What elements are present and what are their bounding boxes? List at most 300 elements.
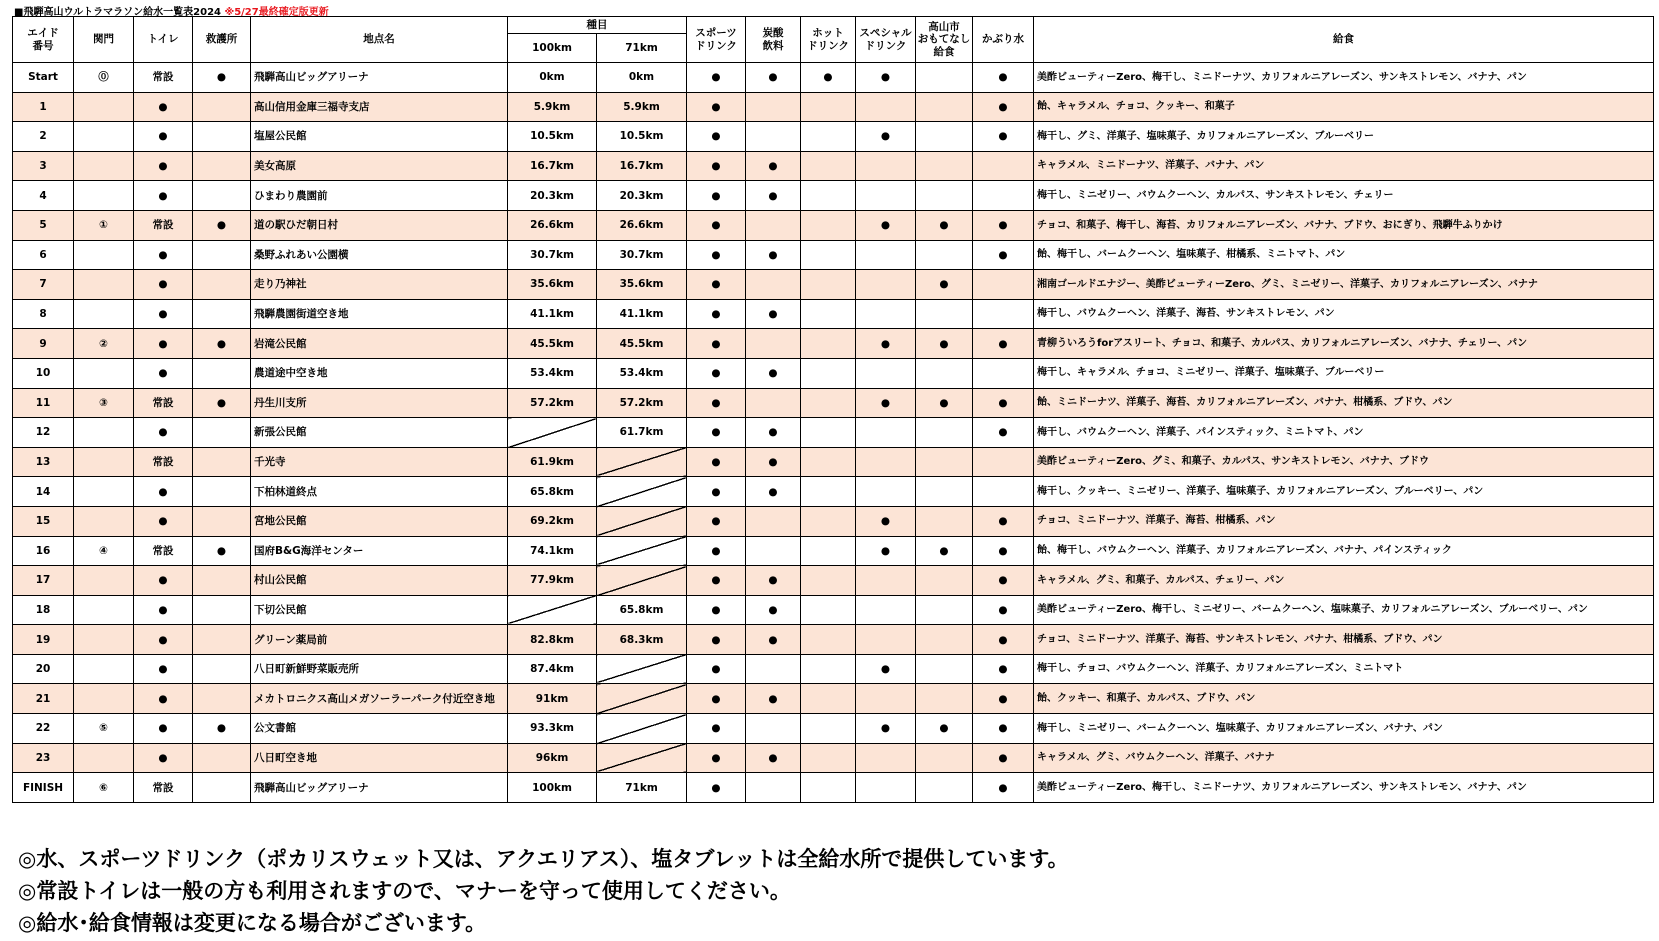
cell-kaburi-water: ● [973, 92, 1034, 122]
cell-sports-drink: ● [687, 595, 746, 625]
cell-distance-71km: 68.3km [597, 625, 687, 655]
cell-distance-100km: 10.5km [508, 122, 597, 152]
cell-gate [74, 654, 134, 684]
header-kaburi-water: かぶり水 [973, 17, 1034, 63]
cell-toilet: ● [134, 151, 193, 181]
cell-hot-drink [801, 210, 856, 240]
cell-omotenashi [916, 506, 973, 536]
cell-food: 梅干し、ミニゼリー、バームクーヘン、塩味菓子、カリフォルニアレーズン、バナナ、パン [1034, 714, 1654, 744]
table-row [13, 506, 1654, 536]
cell-first-aid [193, 181, 251, 211]
cell-omotenashi [916, 92, 973, 122]
cell-aid-number: 22 [13, 714, 74, 744]
cell-toilet: 常設 [134, 536, 193, 566]
cell-food: 飴、キャラメル、チョコ、クッキー、和菓子 [1034, 92, 1654, 122]
cell-food: 梅干し、チョコ、バウムクーヘン、洋菓子、カリフォルニアレーズン、ミニトマト [1034, 654, 1654, 684]
cell-special-drink [856, 418, 916, 448]
cell-sports-drink: ● [687, 329, 746, 359]
cell-hot-drink [801, 625, 856, 655]
cell-distance-71km: 53.4km [597, 358, 687, 388]
cell-first-aid [193, 477, 251, 507]
cell-sports-drink: ● [687, 181, 746, 211]
cell-aid-number: 7 [13, 270, 74, 300]
cell-food: チョコ、ミニドーナツ、洋菓子、海苔、サンキストレモン、バナナ、柑橘系、ブドウ、パン [1034, 625, 1654, 655]
cell-distance-100km: 30.7km [508, 240, 597, 270]
cell-sports-drink: ● [687, 506, 746, 536]
cell-toilet: ● [134, 566, 193, 596]
cell-distance-71km: 5.9km [597, 92, 687, 122]
table-body [13, 63, 1654, 803]
table-row [13, 477, 1654, 507]
cell-soda: ● [746, 447, 801, 477]
cell-soda [746, 92, 801, 122]
cell-hot-drink [801, 151, 856, 181]
cell-aid-number: 4 [13, 181, 74, 211]
cell-aid-number: 3 [13, 151, 74, 181]
cell-omotenashi [916, 477, 973, 507]
header-sports-drink: スポーツ ドリンク [687, 17, 746, 63]
cell-distance-71km-na [597, 447, 687, 477]
title-update-note: ※5/27最終確定版更新 [224, 7, 329, 18]
cell-omotenashi [916, 63, 973, 93]
table-row [13, 595, 1654, 625]
table-row [13, 122, 1654, 152]
water-station-table [12, 16, 1654, 803]
cell-sports-drink: ● [687, 358, 746, 388]
note-toilet: ◎常設トイレは一般の方も利用されますので、マナーを守って使用してください。 [18, 879, 791, 903]
cell-kaburi-water: ● [973, 418, 1034, 448]
cell-kaburi-water: ● [973, 63, 1034, 93]
cell-sports-drink: ● [687, 92, 746, 122]
cell-aid-number: 19 [13, 625, 74, 655]
cell-sports-drink: ● [687, 122, 746, 152]
cell-special-drink [856, 299, 916, 329]
cell-first-aid [193, 240, 251, 270]
cell-toilet: ● [134, 714, 193, 744]
cell-food: 梅干し、バウムクーヘン、洋菓子、パインスティック、ミニトマト、パン [1034, 418, 1654, 448]
cell-kaburi-water: ● [973, 240, 1034, 270]
table-row [13, 418, 1654, 448]
cell-hot-drink [801, 299, 856, 329]
table-row [13, 773, 1654, 803]
table-row [13, 654, 1654, 684]
cell-gate [74, 299, 134, 329]
cell-hot-drink [801, 773, 856, 803]
header-100km: 100km [508, 34, 597, 63]
table-row [13, 625, 1654, 655]
cell-food: 梅干し、グミ、洋菓子、塩味菓子、カリフォルニアレーズン、ブルーベリー [1034, 122, 1654, 152]
cell-distance-100km: 100km [508, 773, 597, 803]
cell-location: 飛騨農園街道空き地 [251, 299, 508, 329]
cell-special-drink [856, 773, 916, 803]
cell-kaburi-water: ● [973, 595, 1034, 625]
cell-distance-71km-na [597, 654, 687, 684]
table-row [13, 63, 1654, 93]
cell-first-aid [193, 92, 251, 122]
cell-sports-drink: ● [687, 654, 746, 684]
table-row [13, 329, 1654, 359]
cell-distance-71km-na [597, 477, 687, 507]
cell-aid-number: 14 [13, 477, 74, 507]
cell-first-aid [193, 151, 251, 181]
cell-hot-drink [801, 92, 856, 122]
cell-distance-71km: 30.7km [597, 240, 687, 270]
cell-hot-drink [801, 684, 856, 714]
cell-gate [74, 122, 134, 152]
cell-soda: ● [746, 566, 801, 596]
cell-first-aid [193, 743, 251, 773]
cell-special-drink: ● [856, 654, 916, 684]
cell-distance-71km-na [597, 714, 687, 744]
cell-toilet: ● [134, 240, 193, 270]
header-food: 給食 [1034, 17, 1654, 63]
cell-aid-number: 9 [13, 329, 74, 359]
cell-food: 飴、クッキー、和菓子、カルパス、ブドウ、パン [1034, 684, 1654, 714]
cell-kaburi-water: ● [973, 329, 1034, 359]
cell-distance-100km: 16.7km [508, 151, 597, 181]
cell-location: 下切公民館 [251, 595, 508, 625]
cell-gate [74, 418, 134, 448]
cell-location: 飛騨高山ビッグアリーナ [251, 773, 508, 803]
cell-kaburi-water: ● [973, 714, 1034, 744]
cell-distance-100km-na [508, 595, 597, 625]
cell-location: 村山公民館 [251, 566, 508, 596]
cell-aid-number: 12 [13, 418, 74, 448]
cell-hot-drink [801, 270, 856, 300]
cell-location: 下柏林道終点 [251, 477, 508, 507]
cell-first-aid [193, 506, 251, 536]
cell-toilet: ● [134, 477, 193, 507]
cell-special-drink [856, 566, 916, 596]
cell-toilet: 常設 [134, 773, 193, 803]
cell-aid-number: 8 [13, 299, 74, 329]
cell-distance-100km: 53.4km [508, 358, 597, 388]
cell-special-drink [856, 358, 916, 388]
cell-distance-100km: 41.1km [508, 299, 597, 329]
cell-location: 岩滝公民館 [251, 329, 508, 359]
cell-omotenashi [916, 240, 973, 270]
cell-kaburi-water: ● [973, 566, 1034, 596]
cell-distance-100km: 74.1km [508, 536, 597, 566]
cell-distance-100km: 20.3km [508, 181, 597, 211]
cell-aid-number: 10 [13, 358, 74, 388]
cell-omotenashi [916, 684, 973, 714]
cell-aid-number: 16 [13, 536, 74, 566]
cell-distance-71km-na [597, 506, 687, 536]
cell-sports-drink: ● [687, 684, 746, 714]
cell-location: 走り乃神社 [251, 270, 508, 300]
cell-special-drink: ● [856, 329, 916, 359]
cell-kaburi-water: ● [973, 210, 1034, 240]
cell-gate: ③ [74, 388, 134, 418]
cell-hot-drink [801, 122, 856, 152]
cell-soda [746, 270, 801, 300]
cell-location: 八日町新鮮野菜販売所 [251, 654, 508, 684]
cell-distance-71km: 26.6km [597, 210, 687, 240]
cell-distance-100km: 65.8km [508, 477, 597, 507]
cell-hot-drink [801, 477, 856, 507]
cell-first-aid [193, 270, 251, 300]
cell-special-drink: ● [856, 122, 916, 152]
cell-distance-100km: 96km [508, 743, 597, 773]
table-row [13, 566, 1654, 596]
cell-hot-drink [801, 595, 856, 625]
cell-omotenashi [916, 625, 973, 655]
cell-aid-number: 23 [13, 743, 74, 773]
header-category: 種目 [508, 17, 687, 34]
cell-aid-number: 11 [13, 388, 74, 418]
cell-special-drink [856, 181, 916, 211]
cell-toilet: ● [134, 92, 193, 122]
cell-toilet: ● [134, 625, 193, 655]
cell-aid-number: 2 [13, 122, 74, 152]
cell-first-aid [193, 447, 251, 477]
cell-aid-number: 5 [13, 210, 74, 240]
cell-sports-drink: ● [687, 151, 746, 181]
cell-toilet: ● [134, 299, 193, 329]
cell-distance-71km: 61.7km [597, 418, 687, 448]
cell-food: チョコ、ミニドーナツ、洋菓子、海苔、柑橘系、パン [1034, 506, 1654, 536]
cell-kaburi-water: ● [973, 743, 1034, 773]
cell-first-aid: ● [193, 388, 251, 418]
cell-aid-number: 15 [13, 506, 74, 536]
cell-distance-71km: 45.5km [597, 329, 687, 359]
cell-location: 国府B&G海洋センター [251, 536, 508, 566]
cell-gate [74, 447, 134, 477]
cell-first-aid [193, 684, 251, 714]
cell-distance-71km: 10.5km [597, 122, 687, 152]
cell-kaburi-water [973, 358, 1034, 388]
cell-hot-drink [801, 654, 856, 684]
cell-first-aid [193, 418, 251, 448]
cell-omotenashi [916, 418, 973, 448]
cell-gate [74, 270, 134, 300]
cell-location: グリーン薬局前 [251, 625, 508, 655]
cell-hot-drink [801, 358, 856, 388]
cell-kaburi-water: ● [973, 684, 1034, 714]
cell-food: 梅干し、クッキー、ミニゼリー、洋菓子、塩味菓子、カリフォルニアレーズン、ブルーベリー、パン [1034, 477, 1654, 507]
cell-distance-100km: 57.2km [508, 388, 597, 418]
cell-special-drink [856, 447, 916, 477]
cell-location: 塩屋公民館 [251, 122, 508, 152]
cell-toilet: ● [134, 358, 193, 388]
cell-first-aid [193, 595, 251, 625]
header-first-aid: 救護所 [193, 17, 251, 63]
cell-first-aid: ● [193, 536, 251, 566]
cell-distance-100km: 61.9km [508, 447, 597, 477]
cell-omotenashi [916, 743, 973, 773]
cell-omotenashi [916, 299, 973, 329]
cell-gate [74, 595, 134, 625]
cell-soda: ● [746, 181, 801, 211]
cell-aid-number: Start [13, 63, 74, 93]
cell-special-drink [856, 477, 916, 507]
cell-special-drink [856, 240, 916, 270]
cell-location: 千光寺 [251, 447, 508, 477]
cell-toilet: ● [134, 684, 193, 714]
cell-aid-number: FINISH [13, 773, 74, 803]
cell-hot-drink [801, 506, 856, 536]
cell-location: 桑野ふれあい公園横 [251, 240, 508, 270]
cell-soda: ● [746, 151, 801, 181]
cell-sports-drink: ● [687, 418, 746, 448]
cell-location: 農道途中空き地 [251, 358, 508, 388]
cell-omotenashi [916, 358, 973, 388]
cell-gate [74, 477, 134, 507]
cell-sports-drink: ● [687, 388, 746, 418]
table-row [13, 388, 1654, 418]
cell-special-drink: ● [856, 506, 916, 536]
cell-distance-100km: 93.3km [508, 714, 597, 744]
cell-soda: ● [746, 418, 801, 448]
header-hot-drink: ホット ドリンク [801, 17, 856, 63]
cell-food: 梅干し、ミニゼリー、バウムクーヘン、カルパス、サンキストレモン、チェリー [1034, 181, 1654, 211]
cell-food: 梅干し、キャラメル、チョコ、ミニゼリー、洋菓子、塩味菓子、ブルーベリー [1034, 358, 1654, 388]
cell-food: キャラメル、ミニドーナツ、洋菓子、バナナ、パン [1034, 151, 1654, 181]
cell-location: 美女高原 [251, 151, 508, 181]
cell-special-drink [856, 625, 916, 655]
cell-distance-71km-na [597, 566, 687, 596]
table-row [13, 181, 1654, 211]
cell-hot-drink [801, 388, 856, 418]
cell-location: 道の駅ひだ朝日村 [251, 210, 508, 240]
cell-soda [746, 536, 801, 566]
cell-toilet: ● [134, 595, 193, 625]
cell-hot-drink [801, 418, 856, 448]
cell-special-drink [856, 92, 916, 122]
table-row [13, 240, 1654, 270]
cell-toilet: ● [134, 181, 193, 211]
cell-hot-drink [801, 566, 856, 596]
cell-first-aid [193, 773, 251, 803]
cell-location: 飛騨高山ビッグアリーナ [251, 63, 508, 93]
cell-kaburi-water [973, 477, 1034, 507]
cell-toilet: 常設 [134, 388, 193, 418]
cell-food: キャラメル、グミ、和菓子、カルパス、チェリー、パン [1034, 566, 1654, 596]
table-row [13, 447, 1654, 477]
cell-distance-100km: 5.9km [508, 92, 597, 122]
cell-hot-drink [801, 714, 856, 744]
cell-aid-number: 17 [13, 566, 74, 596]
cell-kaburi-water: ● [973, 625, 1034, 655]
cell-distance-100km-na [508, 418, 597, 448]
cell-gate [74, 625, 134, 655]
cell-location: 新張公民館 [251, 418, 508, 448]
cell-food: 美酢ビューティーZero、梅干し、ミニゼリー、バームクーヘン、塩味菓子、カリフォルニアレーズン、ブルーベリー、パン [1034, 595, 1654, 625]
cell-food: 美酢ビューティーZero、グミ、和菓子、カルパス、サンキストレモン、バナナ、ブドウ [1034, 447, 1654, 477]
cell-omotenashi: ● [916, 329, 973, 359]
cell-soda: ● [746, 684, 801, 714]
cell-aid-number: 13 [13, 447, 74, 477]
cell-special-drink [856, 270, 916, 300]
cell-distance-71km: 16.7km [597, 151, 687, 181]
title-main: ■飛騨高山ウルトラマラソン給水一覧表2024 [14, 7, 221, 18]
cell-first-aid [193, 625, 251, 655]
cell-distance-100km: 45.5km [508, 329, 597, 359]
cell-omotenashi: ● [916, 270, 973, 300]
cell-omotenashi: ● [916, 210, 973, 240]
cell-kaburi-water [973, 151, 1034, 181]
cell-omotenashi [916, 566, 973, 596]
cell-kaburi-water: ● [973, 536, 1034, 566]
cell-aid-number: 21 [13, 684, 74, 714]
cell-gate [74, 151, 134, 181]
cell-toilet: ● [134, 329, 193, 359]
cell-gate [74, 566, 134, 596]
cell-gate [74, 506, 134, 536]
cell-gate [74, 358, 134, 388]
cell-special-drink [856, 595, 916, 625]
note-changes: ◎給水･給食情報は変更になる場合がございます。 [18, 911, 487, 935]
cell-soda [746, 506, 801, 536]
cell-distance-71km: 65.8km [597, 595, 687, 625]
cell-toilet: ● [134, 270, 193, 300]
cell-first-aid [193, 122, 251, 152]
cell-distance-71km: 35.6km [597, 270, 687, 300]
cell-distance-100km: 82.8km [508, 625, 597, 655]
header-toilet: トイレ [134, 17, 193, 63]
cell-location: 公文書館 [251, 714, 508, 744]
cell-soda [746, 122, 801, 152]
cell-gate [74, 181, 134, 211]
cell-location: 八日町空き地 [251, 743, 508, 773]
table-row [13, 536, 1654, 566]
cell-first-aid: ● [193, 329, 251, 359]
cell-sports-drink: ● [687, 566, 746, 596]
note-drinks: ◎水、スポーツドリンク（ポカリスウェット又は、アクエリアス）、塩タブレットは全給水所で提供しています。 [18, 847, 1069, 871]
cell-kaburi-water [973, 270, 1034, 300]
cell-location: ひまわり農園前 [251, 181, 508, 211]
cell-soda: ● [746, 477, 801, 507]
cell-omotenashi [916, 773, 973, 803]
table-row [13, 684, 1654, 714]
cell-sports-drink: ● [687, 477, 746, 507]
cell-food: 飴、ミニドーナツ、洋菓子、海苔、カリフォルニアレーズン、バナナ、柑橘系、ブドウ、パン [1034, 388, 1654, 418]
cell-soda [746, 329, 801, 359]
cell-kaburi-water: ● [973, 122, 1034, 152]
cell-toilet: ● [134, 418, 193, 448]
table-row [13, 92, 1654, 122]
cell-location: 丹生川支所 [251, 388, 508, 418]
cell-special-drink: ● [856, 536, 916, 566]
cell-distance-71km: 41.1km [597, 299, 687, 329]
cell-gate: ④ [74, 536, 134, 566]
cell-special-drink [856, 743, 916, 773]
cell-toilet: ● [134, 122, 193, 152]
cell-kaburi-water [973, 181, 1034, 211]
cell-soda: ● [746, 595, 801, 625]
cell-distance-71km: 57.2km [597, 388, 687, 418]
cell-aid-number: 6 [13, 240, 74, 270]
table-row [13, 270, 1654, 300]
cell-distance-71km-na [597, 536, 687, 566]
cell-kaburi-water: ● [973, 654, 1034, 684]
cell-distance-100km: 91km [508, 684, 597, 714]
cell-sports-drink: ● [687, 210, 746, 240]
cell-aid-number: 20 [13, 654, 74, 684]
table-row [13, 743, 1654, 773]
cell-omotenashi: ● [916, 536, 973, 566]
cell-first-aid [193, 358, 251, 388]
cell-gate [74, 743, 134, 773]
cell-first-aid [193, 566, 251, 596]
cell-soda: ● [746, 743, 801, 773]
cell-kaburi-water: ● [973, 773, 1034, 803]
cell-omotenashi [916, 151, 973, 181]
cell-distance-100km: 87.4km [508, 654, 597, 684]
cell-sports-drink: ● [687, 240, 746, 270]
cell-special-drink: ● [856, 714, 916, 744]
